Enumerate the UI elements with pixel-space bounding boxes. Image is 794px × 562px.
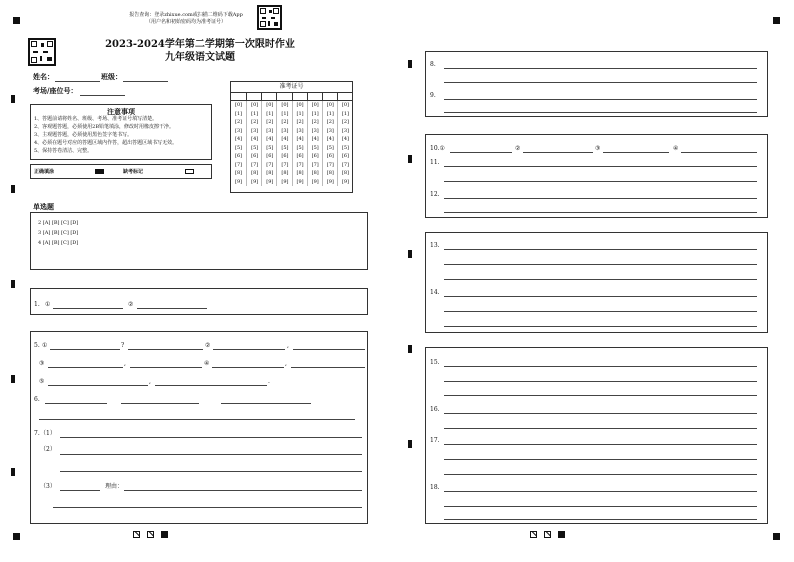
q14-number: 14. (430, 289, 440, 296)
exam-id-bubble[interactable]: [8] (326, 170, 334, 176)
absent-mark-checkbox[interactable] (185, 169, 194, 174)
q11-answer[interactable] (444, 181, 757, 182)
exam-id-bubble[interactable]: [2] (281, 119, 289, 125)
q7-answer[interactable] (60, 454, 362, 455)
exam-id-bubble[interactable]: [2] (296, 119, 304, 125)
exam-id-bubble[interactable]: [7] (251, 161, 259, 168)
exam-id-bubble[interactable]: [9] (235, 178, 243, 185)
exam-id-bubble[interactable]: [1] (341, 110, 349, 117)
corner-mark-bottom-right (773, 533, 780, 540)
q9-answer[interactable] (444, 112, 757, 113)
q1-answer-1[interactable] (53, 308, 123, 309)
exam-id-bubble[interactable]: [1] (311, 110, 319, 117)
corner-mark-top-left (13, 17, 20, 24)
exam-id-bubble[interactable]: [2] (311, 119, 319, 125)
q5-punct: . (268, 378, 270, 385)
q18-answer[interactable] (444, 519, 757, 520)
exam-id-cell-divider (337, 92, 338, 100)
exam-id-column (292, 101, 308, 186)
q13-14-box (425, 232, 768, 333)
q6-answer[interactable] (45, 403, 107, 404)
q7-part2: （2） (40, 446, 56, 453)
exam-id-bubble[interactable]: [9] (341, 178, 349, 185)
exam-title: 2023-2024学年第二学期第一次限时作业 (105, 39, 295, 50)
exam-id-bubble[interactable]: [8] (311, 170, 319, 176)
exam-id-bubble[interactable]: [3] (281, 127, 289, 134)
q5-answer[interactable] (48, 385, 148, 386)
exam-id-bubble[interactable]: [5] (341, 144, 349, 151)
notes-box (30, 104, 212, 160)
q8-number: 8. (430, 61, 436, 68)
notes-item: 4、必须在题号对应的答题区域内作答，超出答题区域书写无效。 (34, 140, 178, 146)
exam-id-bubble[interactable]: [1] (281, 110, 289, 117)
exam-id-bubble[interactable]: [0] (266, 102, 274, 108)
exam-id-bubble[interactable]: [6] (251, 153, 259, 159)
exam-subtitle: 九年级语文试题 (165, 52, 235, 63)
q16-number: 16. (430, 406, 440, 413)
exam-id-bubble[interactable]: [8] (266, 170, 274, 176)
exam-id-cell-divider (246, 92, 247, 100)
q15-answer[interactable] (444, 366, 757, 367)
exam-id-bubble[interactable]: [4] (311, 136, 319, 142)
exam-id-bubble[interactable]: [4] (341, 136, 349, 142)
exam-id-bubble[interactable]: [6] (281, 153, 289, 159)
exam-id-cell-divider (292, 92, 293, 100)
q11-number: 11. (430, 159, 440, 166)
exam-id-bubble[interactable]: [0] (326, 102, 334, 108)
exam-id-bubble[interactable]: [7] (281, 161, 289, 168)
exam-id-bubble[interactable]: [1] (296, 110, 304, 117)
q16-answer[interactable] (444, 428, 757, 429)
exam-id-bubble[interactable]: [7] (326, 161, 334, 168)
exam-id-bubble[interactable]: [3] (251, 127, 259, 134)
exam-id-bubble[interactable]: [3] (326, 127, 334, 134)
exam-id-bubble[interactable]: [6] (326, 153, 334, 159)
exam-id-bubble[interactable]: [7] (311, 161, 319, 168)
q6-answer[interactable] (39, 419, 355, 420)
exam-id-bubble[interactable]: [2] (266, 119, 274, 125)
q16-answer[interactable] (444, 413, 757, 414)
q12-answer[interactable] (444, 212, 757, 213)
exam-id-grid (230, 81, 353, 193)
q5-marker-2: ② (205, 342, 211, 349)
q5-7-box (30, 331, 368, 524)
exam-id-bubble[interactable]: [1] (326, 110, 334, 117)
exam-id-column (337, 101, 353, 186)
single-choice-title: 单选题 (33, 202, 54, 211)
q12-answer[interactable] (444, 198, 757, 199)
exam-id-bubble[interactable]: [6] (341, 153, 349, 159)
exam-id-cell-divider (307, 92, 308, 100)
exam-id-bubble[interactable]: [9] (281, 178, 289, 185)
side-mark (11, 280, 15, 288)
exam-id-bubble[interactable]: [0] (251, 102, 259, 108)
exam-id-bubble[interactable]: [4] (251, 136, 259, 142)
exam-id-bubble[interactable]: [7] (266, 161, 274, 168)
q15-answer[interactable] (444, 395, 757, 396)
q5-punct: , (124, 360, 126, 367)
q5-answer[interactable] (212, 367, 284, 368)
q8-9-box (425, 51, 768, 117)
report-notice-line1: 报告查询：登录zhixue.com或扫描二维码下载App (129, 12, 243, 18)
exam-id-bubble[interactable]: [9] (251, 178, 259, 185)
exam-id-column (246, 101, 262, 186)
correct-fill-label: 正确填涂 (34, 169, 55, 175)
exam-id-bubble[interactable]: [3] (341, 127, 349, 134)
q7-part3: （3） (40, 483, 56, 490)
q17-answer[interactable] (444, 444, 757, 445)
exam-id-bubble[interactable]: [1] (266, 110, 274, 117)
exam-id-bubble[interactable]: [1] (235, 110, 243, 117)
q5-answer[interactable] (130, 367, 202, 368)
exam-id-bubble[interactable]: [8] (251, 170, 259, 176)
exam-id-bubble[interactable]: [5] (251, 144, 259, 151)
exam-id-bubble[interactable]: [5] (266, 144, 274, 151)
exam-id-bubble[interactable]: [4] (235, 136, 243, 142)
q18-answer[interactable] (444, 491, 757, 492)
exam-id-bubble[interactable]: [7] (235, 161, 243, 168)
corner-mark-top-right (773, 17, 780, 24)
q5-marker-4: ④ (204, 360, 210, 367)
side-mark (408, 440, 412, 448)
q6-answer[interactable] (121, 403, 199, 404)
exam-id-bubble[interactable]: [6] (235, 153, 243, 159)
exam-id-bubble[interactable]: [5] (235, 144, 243, 151)
exam-id-bubble[interactable]: [3] (296, 127, 304, 134)
exam-id-bubble[interactable]: [7] (341, 161, 349, 168)
q17-answer[interactable] (444, 474, 757, 475)
exam-id-bubble[interactable]: [0] (235, 102, 243, 108)
q7-answer[interactable] (60, 490, 100, 491)
q5-punct: , (149, 378, 151, 385)
q10-12-box (425, 134, 768, 218)
corner-mark-bottom-left (13, 533, 20, 540)
q5-answer[interactable] (155, 385, 267, 386)
exam-id-bubble[interactable]: [4] (281, 136, 289, 142)
exam-id-bubble[interactable]: [0] (296, 102, 304, 108)
exam-id-bubble[interactable]: [4] (296, 136, 304, 142)
exam-id-column (231, 101, 246, 186)
exam-id-bubble[interactable]: [0] (341, 102, 349, 108)
choice-row[interactable]: 4 [A] [B] [C] [D] (38, 240, 79, 246)
q15-answer[interactable] (444, 381, 757, 382)
side-mark (11, 468, 15, 476)
exam-id-bubble[interactable]: [2] (251, 119, 259, 125)
exam-id-title: 准考证号 (279, 83, 304, 90)
notes-item: 5、保持答卷清洁、完整。 (34, 148, 93, 154)
exam-id-bubble[interactable]: [7] (296, 161, 304, 168)
absent-mark-label: 缺考标记 (123, 169, 144, 175)
exam-id-bubble[interactable]: [9] (311, 178, 319, 185)
side-mark (408, 345, 412, 353)
q9-answer[interactable] (444, 99, 757, 100)
q10-answer[interactable] (681, 152, 757, 153)
exam-id-bubble[interactable]: [8] (296, 170, 304, 176)
exam-id-column (307, 101, 323, 186)
q5-marker-3: ③ (39, 360, 45, 367)
q7-number: 7. (34, 430, 40, 437)
exam-id-cell-divider (322, 92, 323, 100)
exam-id-bubble[interactable]: [9] (326, 178, 334, 185)
side-mark (408, 60, 412, 68)
exam-id-bubble[interactable]: [5] (296, 144, 304, 151)
exam-id-bubble[interactable]: [2] (341, 119, 349, 125)
exam-id-bubble[interactable]: [6] (296, 153, 304, 159)
q10-number: 10.① (430, 145, 445, 152)
fill-example-box (30, 164, 212, 179)
single-choice-box (30, 212, 368, 270)
exam-id-column (322, 101, 338, 186)
page-marker-filled (558, 531, 565, 538)
exam-id-bubble[interactable]: [6] (311, 153, 319, 159)
q1-marker-2: ② (128, 301, 134, 308)
q13-answer[interactable] (444, 249, 757, 250)
exam-id-bubble[interactable]: [0] (311, 102, 319, 108)
exam-id-bubble[interactable]: [1] (251, 110, 259, 117)
page-marker-filled (161, 531, 168, 538)
notes-item: 2、客观题答题，必须使用2B铅笔填涂，修改时用橡皮擦干净。 (34, 124, 175, 130)
q13-number: 13. (430, 242, 440, 249)
q13-answer[interactable] (444, 279, 757, 280)
exam-id-bubble[interactable]: [6] (266, 153, 274, 159)
q5-marker-1: ① (42, 342, 48, 349)
exam-id-bubble[interactable]: [8] (341, 170, 349, 176)
notes-item: 1、答题前请将姓名、班级、考场、准考证号填写清楚。 (34, 116, 158, 122)
exam-id-bubble[interactable]: [9] (266, 178, 274, 185)
q5-answer[interactable] (48, 367, 123, 368)
q11-answer[interactable] (444, 166, 757, 167)
exam-id-bubble[interactable]: [3] (311, 127, 319, 134)
q5-answer[interactable] (50, 349, 120, 350)
q15-number: 15. (430, 359, 440, 366)
exam-id-bubble[interactable]: [4] (326, 136, 334, 142)
q7-answer[interactable] (53, 507, 362, 508)
q9-number: 9. (430, 92, 436, 99)
exam-id-bubble[interactable]: [8] (235, 170, 243, 176)
q5-answer[interactable] (213, 349, 285, 350)
exam-id-column (276, 101, 292, 186)
exam-id-bubble[interactable]: [8] (281, 170, 289, 176)
correct-fill-sample (95, 169, 104, 174)
q10-answer[interactable] (523, 152, 593, 153)
exam-id-bubble[interactable]: [5] (326, 144, 334, 151)
exam-id-bubble[interactable]: [4] (266, 136, 274, 142)
q6-answer[interactable] (221, 403, 311, 404)
q8-answer[interactable] (444, 68, 757, 69)
q1-box (30, 288, 368, 315)
q5-answer[interactable] (128, 349, 203, 350)
side-mark (11, 185, 15, 193)
side-mark (11, 375, 15, 383)
q1-answer-2[interactable] (137, 308, 207, 309)
q18-answer[interactable] (444, 506, 757, 507)
q8-answer[interactable] (444, 82, 757, 83)
q7-answer[interactable] (124, 490, 362, 491)
room-seat-field[interactable] (80, 95, 125, 96)
class-label: 班级： (101, 72, 122, 81)
report-notice-line2: （用户名和初始密码均为准考证号） (145, 19, 226, 25)
q15-18-box (425, 347, 768, 524)
choice-row[interactable]: 2 [A] [B] [C] [D] (38, 220, 79, 226)
exam-id-column (261, 101, 277, 186)
side-mark (408, 155, 412, 163)
class-field[interactable] (123, 81, 168, 82)
notes-title: 注意事项 (107, 107, 135, 116)
q6-number: 6. (34, 396, 40, 403)
q14-answer[interactable] (444, 296, 757, 297)
exam-id-bubble[interactable]: [2] (326, 119, 334, 125)
app-qr-code-icon (257, 5, 282, 30)
notes-item: 3、主观题答题，必须使用黑色签字笔书写。 (34, 132, 133, 138)
side-mark (408, 250, 412, 258)
exam-id-bubble[interactable]: [5] (281, 144, 289, 151)
exam-id-cell-divider (261, 92, 262, 100)
q17-number: 17. (430, 437, 440, 444)
q14-answer[interactable] (444, 326, 757, 327)
q5-punct: ? (121, 342, 125, 349)
q5-answer[interactable] (293, 349, 365, 350)
q18-number: 18. (430, 484, 440, 491)
exam-id-bubble[interactable]: [5] (311, 144, 319, 151)
q7-part1: （1） (40, 430, 56, 437)
exam-id-cell-divider (276, 92, 277, 100)
q1-number: 1. (34, 301, 40, 308)
q13-answer[interactable] (444, 264, 757, 265)
q5-answer[interactable] (291, 367, 365, 368)
q1-marker-1: ① (45, 301, 51, 308)
q12-number: 12. (430, 191, 440, 198)
q14-answer[interactable] (444, 311, 757, 312)
q5-punct: , (285, 360, 287, 367)
exam-id-bubble[interactable]: [2] (235, 119, 243, 125)
q17-answer[interactable] (444, 459, 757, 460)
q7-answer[interactable] (60, 437, 362, 438)
q10-marker-2: ② (515, 145, 521, 152)
q10-answer[interactable] (603, 152, 669, 153)
q5-number: 5. (34, 342, 40, 349)
exam-id-bubble[interactable]: [0] (281, 102, 289, 108)
choice-row[interactable]: 3 [A] [B] [C] [D] (38, 230, 79, 236)
page-marker-slash (530, 531, 537, 538)
page-marker-slash (544, 531, 551, 538)
q5-marker-5: ⑤ (39, 378, 45, 385)
exam-id-bubble[interactable]: [3] (266, 127, 274, 134)
exam-id-bubble[interactable]: [3] (235, 127, 243, 134)
page-marker-slash (147, 531, 154, 538)
page-marker-slash (133, 531, 140, 538)
q7-answer[interactable] (60, 471, 362, 472)
q5-punct: , (287, 342, 289, 349)
q10-answer[interactable] (450, 152, 512, 153)
name-label: 姓名： (33, 72, 54, 81)
sheet-qr-code-icon (28, 38, 56, 66)
q10-marker-4: ④ (673, 145, 679, 152)
q10-marker-3: ③ (595, 145, 601, 152)
exam-id-bubble[interactable]: [9] (296, 178, 304, 185)
name-field[interactable] (55, 81, 100, 82)
room-seat-label: 考场/座位号： (33, 86, 78, 95)
q7-reason-label: 理由： (105, 483, 124, 490)
side-mark (11, 95, 15, 103)
